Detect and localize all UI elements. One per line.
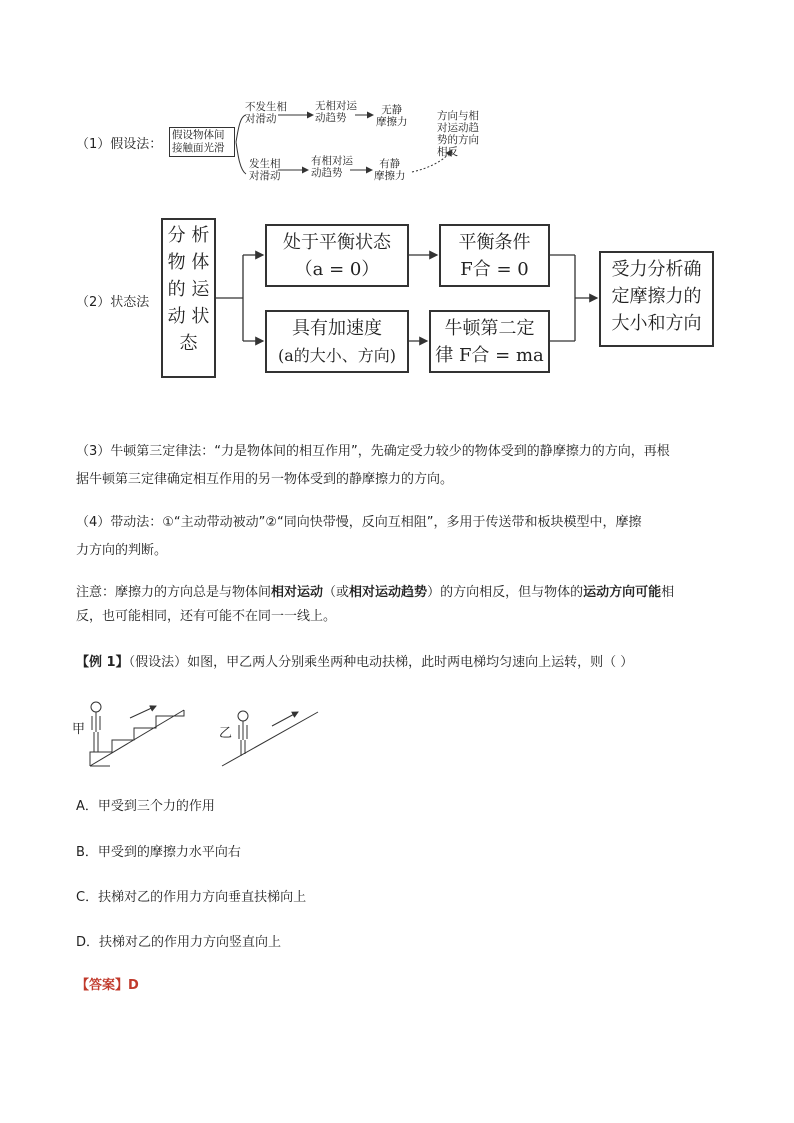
assume-box-line2: 接触面光滑	[172, 142, 225, 154]
option-c: C．扶梯对乙的作用力方向垂直扶梯向上	[76, 890, 307, 905]
option-a: A．甲受到三个力的作用	[76, 799, 215, 814]
example-question: 【例 1】（假设法）如图，甲乙两人分别乘坐两种电动扶梯，此时两电梯均匀速向上运转，则（ ）	[76, 655, 634, 670]
no-tendency-text: 无相对运 动趋势	[315, 100, 357, 124]
method4-line1: （4）带动法：①“主动带动被动”②“同向快带慢，反向互相阻”，多用于传送带和板块模型中，摩擦	[76, 515, 642, 530]
friction-result-box: 受力分析确 定摩擦力的 大小和方向	[599, 251, 714, 347]
arrow-up-jia	[130, 706, 156, 718]
analyze-motion-box: 分 析 物 体 的 运 动 状 态	[161, 218, 216, 378]
static-friction-text: 有静 摩擦力	[374, 158, 406, 182]
note-bold-relative-motion: 相对运动	[271, 585, 324, 600]
note-bold-motion-direction: 运动方向可能	[583, 585, 662, 600]
acceleration-box: 具有加速度 (a的大小、方向)	[265, 310, 409, 373]
answer-value: D	[128, 978, 139, 993]
dotted-arrow-result	[412, 150, 452, 172]
note-line2: 反，也可能相同，还有可能不在同一一线上。	[76, 609, 337, 624]
opposite-direction-text: 方向与相 对运动趋 势的方向 相反	[437, 110, 479, 158]
balance-state-box: 处于平衡状态 （a = 0）	[265, 224, 409, 287]
note-line1: 注意：摩擦力的方向总是与物体间相对运动（或相对运动趋势）的方向相反，但与物体的运动方向可能相	[76, 585, 675, 600]
method2-label: （2）状态法	[76, 295, 150, 310]
inclined-escalator-figure	[222, 711, 318, 766]
arrow-up-yi	[272, 712, 298, 726]
assume-box-line1: 假设物体间	[172, 129, 225, 141]
no-static-friction-text: 无静 摩擦力	[376, 104, 408, 128]
slide-text: 发生相 对滑动	[249, 158, 281, 182]
note-bold-relative-tendency: 相对运动趋势	[349, 585, 428, 600]
method4-line2: 力方向的判断。	[76, 543, 168, 558]
method1-label: （1）假设法：	[76, 137, 163, 152]
label-yi: 乙	[219, 726, 233, 741]
option-d: D．扶梯对乙的作用力方向竖直向上	[76, 935, 282, 950]
stepped-escalator-figure	[90, 702, 184, 766]
option-b: B．甲受到的摩擦力水平向右	[76, 845, 241, 860]
answer-label: 【答案】	[76, 978, 129, 993]
example-tag: 【例 1】	[76, 655, 129, 670]
tendency-text: 有相对运 动趋势	[311, 155, 353, 179]
method3-line1: （3）牛顿第三定律法：“力是物体间的相互作用”，先确定受力较少的物体受到的静摩擦力的方向，再根	[76, 444, 670, 459]
method3-line2: 据牛顿第三定律确定相互作用的另一物体受到的静摩擦力的方向。	[76, 472, 454, 487]
balance-condition-box: 平衡条件 F合 = 0	[439, 224, 550, 287]
label-jia: 甲	[72, 722, 86, 737]
newton-second-box: 牛顿第二定 律 F合 = ma	[429, 310, 550, 373]
no-slide-text: 不发生相 对滑动	[245, 101, 287, 125]
branch-brace	[236, 115, 246, 174]
